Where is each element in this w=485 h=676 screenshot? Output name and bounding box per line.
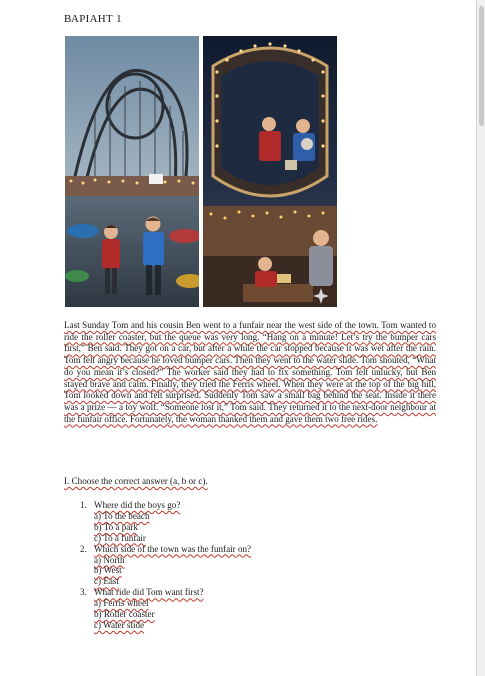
scrollbar-thumb[interactable] (479, 6, 484, 126)
answer-option: a) To the beach (94, 510, 150, 521)
question-number: 1. (80, 500, 87, 510)
instruction-text (64, 476, 364, 486)
question-list (80, 500, 380, 631)
question-3 (80, 587, 380, 598)
question-2 (80, 544, 380, 555)
answer-option: a) North (94, 554, 125, 565)
answer-option: b) To a park (94, 521, 138, 532)
question-1 (80, 500, 380, 511)
answer-option: c) To a funfair (94, 532, 146, 543)
rollercoaster-bumper-cars-image (65, 36, 199, 307)
answer-option: a) Ferris wheel (94, 598, 149, 609)
answer-option: c) Water slide (94, 619, 145, 630)
ferris-wheel-prize-image (203, 36, 337, 307)
answer-option: b) West (94, 565, 122, 576)
question-text: What ride did Tom want first? (94, 587, 204, 598)
instruction-label: I. Choose the correct answer (a, b or c). (64, 476, 208, 486)
question-number: 3. (80, 587, 87, 598)
vertical-scrollbar[interactable] (477, 0, 485, 676)
question-text: Where did the boys go? (94, 500, 181, 510)
question-number: 2. (80, 543, 87, 554)
variant-heading: ВАРІАНТ 1 (64, 13, 122, 25)
question-text: Which side of the town was the funfair on? (94, 543, 252, 554)
story-text: Last Sunday Tom and his cousin Ben went to a funfair near the west side of the town. Tom wanted to ride the roller coaster, but the queue was very long. “Hang on a minute! Let’s try the bumper cars first,” Ben said. They got on a car, but after a while the car stopped because it was wet after the rain. Tom felt angry because he loved bumper cars. Then they went to the water slide. Tom shouted, “What do you mean it’s closed?” The worker said they had to fix something. Tom felt unlucky, but Ben stayed brave and calm. Finally, they tried the Ferris wheel. When they were at the top of the big hill, Tom looked down and felt surprised. Suddenly Tom saw a small bag behind the seat. Inside it there was a prize — a toy wolf. “Someone lost it,” Tom said. They returned it to the next-door neighbour at the funfair office. Fortunately, the woman thanked them and gave them two free rides. (64, 320, 436, 424)
answer-option: c) East (94, 576, 119, 587)
answer-option: b) Roller coaster (94, 609, 155, 620)
